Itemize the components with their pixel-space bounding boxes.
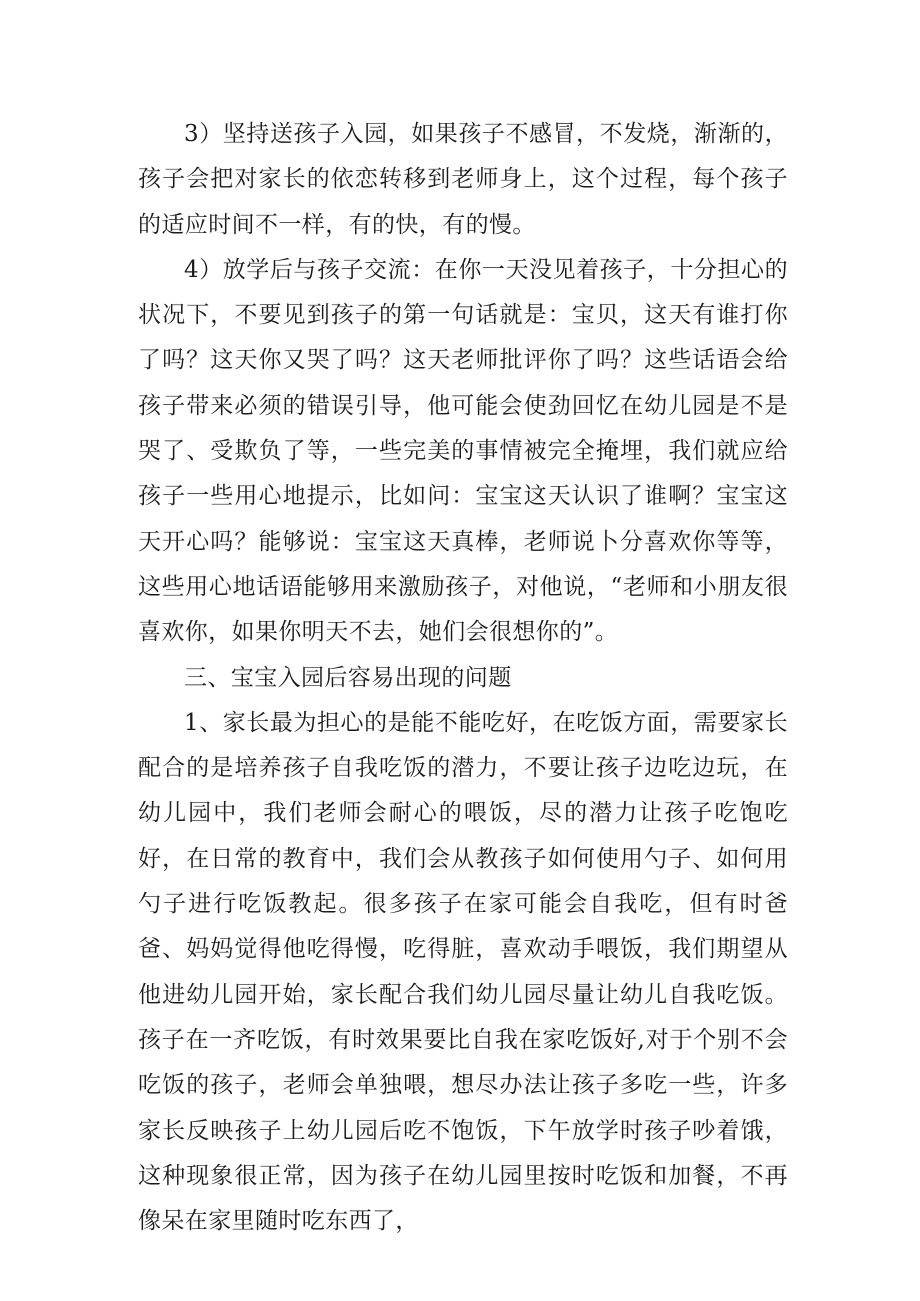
paragraph-communication: 4）放学后与孩子交流：在你一天没见着孩子，十分担心的状况下，不要见到孩子的第一句话就是：宝贝，这天有谁打你了吗？这天你又哭了吗？这天老师批评你了吗？这些话语会给孩子带来必须的错误引导，他可能会使劲回忆在幼儿园是不是哭了、受欺负了等，一些完美的事情被完全掩埋，我们就应给孩子一些用心地提示，比如问：宝宝这天认识了谁啊？宝宝这天开心吗？能够说：宝宝这天真棒，老师说卜分喜欢你等等，这些用心地话语能够用来激励孩子，对他说，“老师和小朋友很喜欢你，如果你明天不去，她们会很想你的”。 (138, 256, 788, 646)
document-body (138, 112, 788, 1244)
paragraph-eating: 1、家长最为担心的是能不能吃好，在吃饭方面，需要家长配合的是培养孩子自我吃饭的潜力，不要让孩子边吃边玩，在幼儿园中，我们老师会耐心的喂饭，尽的潜力让孩子吃饱吃好，在日常的教育中，我们会从教孩子如何使用勺子、如何用勺子进行吃饭教起。很多孩子在家可能会自我吃，但有时爸爸、妈妈觉得他吃得慢，吃得脏，喜欢动手喂饭，我们期望从他进幼儿园开始，家长配合我们幼儿园尽量让幼儿自我吃饭。孩子在一齐吃饭，有时效果要比自我在家吃饭好,对于个别不会吃饭的孩子，老师会单独喂，想尽办法让孩子多吃一些，许多家长反映孩子上幼儿园后吃不饱饭，下午放学时孩子吵着饿，这种现象很正常，因为孩子在幼儿园里按时吃饭和加餐，不再像呆在家里随时吃东西了， (138, 709, 788, 1235)
section-heading: 三、宝宝入园后容易出现的问题 (184, 664, 512, 691)
paragraph-adaptation: 3）坚持送孩子入园，如果孩子不感冒，不发烧，渐渐的，孩子会把对家长的依恋转移到老师身上，这个过程，每个孩子的适应时间不一样，有的快，有的慢。 (138, 121, 788, 238)
